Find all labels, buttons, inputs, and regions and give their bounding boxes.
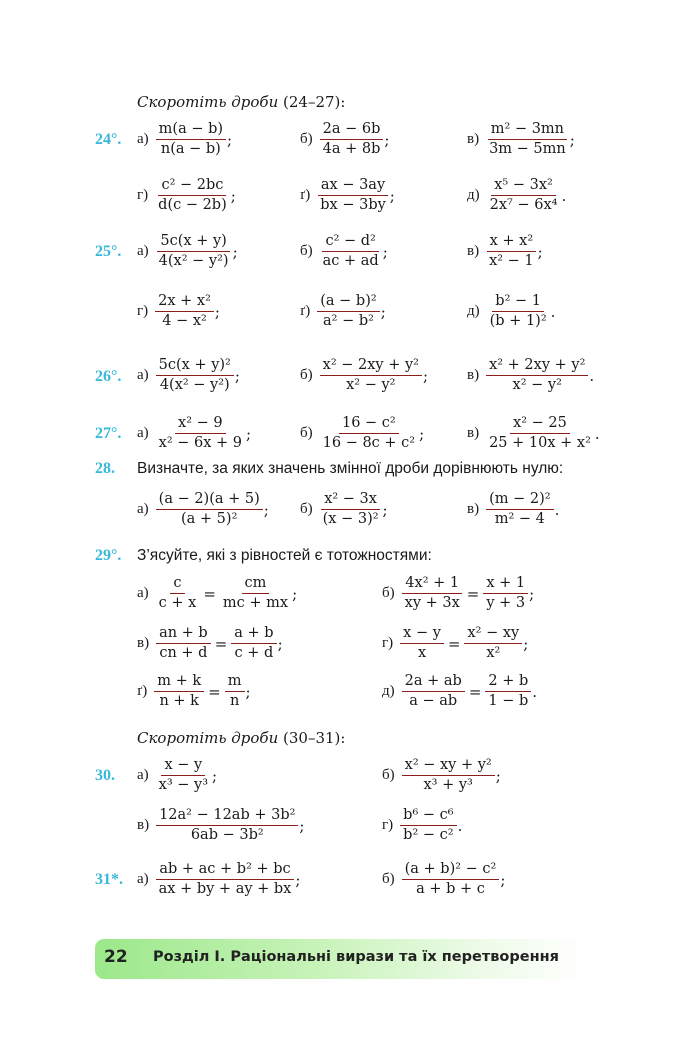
problem-number-30: 30. — [95, 767, 115, 784]
problem-number-29: 29°. — [95, 547, 122, 564]
fraction: $\frac{a + b}{c + d}$ — [231, 624, 276, 663]
exercise-27v: в) $\frac{\text{x² − 25}}{\text{25 + 10x + x²}}$ . — [467, 415, 600, 451]
exercise-30g: г) $\frac{\text{b⁶ − c⁶}}{\text{b² − c²}}$ . — [382, 807, 463, 843]
fraction: $\frac{ax - 3ay}{bx - 3by}$ — [317, 176, 389, 215]
chapter-title: Розділ I. Раціональні вирази та їх перетворення — [153, 949, 559, 965]
problem-number-26: 26°. — [95, 368, 122, 385]
fraction: $\frac{an + b}{cn + d}$ — [156, 624, 211, 663]
exercise-25b: б) $\frac{\text{c² − d²}}{ac + ad}$ ; — [300, 233, 388, 269]
fraction: $\frac{(a - 2)(a + 5)}{\text{(a + 5)²}}$ — [156, 490, 263, 529]
fraction: $\frac{\text{2x + x²}}{\text{4 − x²}}$ — [155, 292, 214, 331]
exercise-24v: в) $\frac{\text{m² − 3mn}}{3m - 5mn}$ ; — [467, 121, 575, 157]
fraction: $\frac{\text{x + x²}}{\text{x² − 1}}$ — [486, 232, 537, 271]
exercise-24d: д) $\frac{\text{x⁵ − 3x²}}{\text{2x⁷ − 6x⁴}}$ . — [467, 177, 567, 213]
exercise-30b: б) $\frac{\text{x² − xy + y²}}{\text{x³ + y³}}$ ; — [382, 757, 501, 793]
fraction: $\frac{\text{x² − 9}}{\text{x² − 6x + 9}}$ — [158, 415, 243, 451]
fraction: $\frac{\text{x² − 25}}{\text{25 + 10x + x²}}$ — [489, 415, 591, 451]
fraction: $\frac{\text{x² − xy}}{\text{x²}}$ — [464, 624, 522, 663]
page-number: 22 — [104, 947, 128, 967]
fraction: $\frac{x - y}{x}$ — [400, 624, 444, 663]
exercise-25d: д) $\frac{\text{b² − 1}}{\text{(b + 1)²}}$ . — [467, 293, 556, 329]
exercise-29b: б) $\frac{\text{4x² + 1}}{xy + 3x}$ = $\frac{x + 1}{y + 3}$ ; — [382, 575, 535, 611]
fraction: $\frac{\text{(a + b)² − c²}}{a + b + c}$ — [402, 860, 500, 899]
exercise-31b: б) $\frac{\text{(a + b)² − c²}}{a + b + c}$ ; — [382, 861, 506, 897]
exercise-25a: а) $\frac{5c(x + y)}{\text{4(x² − y²)}}$ ; — [137, 233, 238, 269]
exercise-28a: а) $\frac{(a - 2)(a + 5)}{\text{(a + 5)²}}$ ; — [137, 491, 269, 527]
exercise-29a: а) $\frac{c}{c + x}$ = $\frac{cm}{mc + mx}$ ; — [137, 575, 298, 611]
fraction: $\frac{\text{b⁶ − c⁶}}{\text{b² − c²}}$ — [400, 806, 456, 845]
exercise-29d: д) $\frac{2a + ab}{a - ab}$ = $\frac{2 + b}{1 - b}$ . — [382, 673, 538, 709]
fraction: $\frac{x + 1}{y + 3}$ — [483, 574, 528, 613]
fraction: $\frac{2 + b}{1 - b}$ — [485, 672, 531, 711]
fraction: $\frac{\text{ab + ac + b² + bc}}{ax + by + ay + bx}$ — [156, 860, 295, 899]
exercise-27a: а) $\frac{\text{x² − 9}}{\text{x² − 6x + 9}}$ ; — [137, 415, 252, 451]
exercise-30a: а) $\frac{x - y}{\text{x³ − y³}}$ ; — [137, 757, 218, 793]
fraction: $\frac{5c(x + y)}{\text{4(x² − y²)}}$ — [158, 233, 229, 269]
fraction: $\frac{\text{b² − 1}}{\text{(b + 1)²}}$ — [489, 293, 547, 329]
fraction: $\frac{m(a - b)}{n(a - b)}$ — [156, 120, 226, 159]
exercise-30v: в) $\frac{\text{12a² − 12ab + 3b²}}{\text{6ab − 3b²}}$ ; — [137, 807, 305, 843]
exercise-24g: г) $\frac{\text{c² − 2bc}}{d(c - 2b)}$ ; — [137, 177, 236, 213]
fraction: $\frac{\text{m² − 3mn}}{3m - 5mn}$ — [489, 121, 566, 157]
exercise-24ge: ґ) $\frac{ax - 3ay}{bx - 3by}$ ; — [300, 177, 395, 213]
fraction: $\frac{m + k}{n + k}$ — [154, 672, 204, 711]
fraction: $\frac{\text{16 − c²}}{\text{16 − 8c + c²}}$ — [322, 415, 416, 451]
exercise-25v: в) $\frac{\text{x + x²}}{\text{x² − 1}}$ ; — [467, 233, 543, 269]
problem-29-statement: З’ясуйте, які з рівностей є тотожностями: — [137, 547, 432, 564]
problem-number-28: 28. — [95, 460, 115, 477]
exercise-28b: б) $\frac{\text{x² − 3x}}{\text{(x − 3)²}}$ ; — [300, 491, 388, 527]
exercise-26a: а) $\frac{\text{5c(x + y)²}}{\text{4(x² − y²)}}$ ; — [137, 357, 240, 393]
problem-number-24: 24°. — [95, 131, 122, 148]
exercise-27b: б) $\frac{\text{16 − c²}}{\text{16 − 8c + c²}}$ ; — [300, 415, 425, 451]
fraction: $\frac{\text{4x² + 1}}{xy + 3x}$ — [402, 574, 463, 613]
fraction: $\frac{c}{c + x}$ — [158, 575, 197, 611]
fraction: $\frac{2a - 6b}{4a + 8b}$ — [320, 120, 384, 159]
fraction: $\frac{\text{x² − xy + y²}}{\text{x³ + y³}}$ — [402, 756, 495, 795]
problem-number-31: 31*. — [95, 871, 123, 888]
section-heading: Скоротіть дроби (30–31): — [137, 729, 346, 747]
exercise-25ge: ґ) $\frac{\text{(a − b)²}}{\text{a² − b²}}$ ; — [300, 293, 386, 329]
exercise-29v: в) $\frac{an + b}{cn + d}$ = $\frac{a + b}{c + d}$ ; — [137, 625, 283, 661]
fraction: $\frac{\text{12a² − 12ab + 3b²}}{\text{6ab − 3b²}}$ — [156, 806, 298, 845]
exercise-25g: г) $\frac{\text{2x + x²}}{\text{4 − x²}}$ ; — [137, 293, 220, 329]
problem-number-25: 25°. — [95, 243, 122, 260]
exercise-29g: г) $\frac{x - y}{x}$ = $\frac{\text{x² − xy}}{\text{x²}}$ ; — [382, 625, 529, 661]
fraction: $\frac{2a + ab}{a - ab}$ — [402, 672, 465, 711]
fraction: $\frac{x - y}{\text{x³ − y³}}$ — [158, 757, 209, 793]
fraction: $\frac{\text{c² − d²}}{ac + ad}$ — [322, 233, 379, 269]
fraction: $\frac{\text{x² − 2xy + y²}}{\text{x² − y²}}$ — [320, 356, 422, 395]
exercise-28v: в) $\frac{\text{(m − 2)²}}{\text{m² − 4}}$ . — [467, 491, 560, 527]
exercise-26v: в) $\frac{\text{x² + 2xy + y²}}{\text{x² − y²}}$ . — [467, 357, 595, 393]
fraction: $\frac{cm}{mc + mx}$ — [222, 575, 289, 611]
fraction: $\frac{\text{x⁵ − 3x²}}{\text{2x⁷ − 6x⁴}}$ — [489, 177, 558, 213]
fraction: $\frac{m}{n}$ — [225, 672, 245, 711]
fraction: $\frac{\text{(a − b)²}}{\text{a² − b²}}$ — [317, 292, 379, 331]
fraction: $\frac{\text{c² − 2bc}}{d(c - 2b)}$ — [158, 177, 227, 213]
section-heading: Скоротіть дроби (24–27): — [137, 93, 346, 111]
exercise-26b: б) $\frac{\text{x² − 2xy + y²}}{\text{x² − y²}}$ ; — [300, 357, 429, 393]
fraction: $\frac{\text{x² − 3x}}{\text{(x − 3)²}}$ — [322, 491, 379, 527]
fraction: $\frac{\text{x² + 2xy + y²}}{\text{x² − y²}}$ — [486, 356, 588, 395]
fraction: $\frac{\text{(m − 2)²}}{\text{m² − 4}}$ — [486, 490, 553, 529]
exercise-31a: а) $\frac{\text{ab + ac + b² + bc}}{ax + by + ay + bx}$ ; — [137, 861, 301, 897]
fraction: $\frac{\text{5c(x + y)²}}{\text{4(x² − y²)}}$ — [156, 356, 234, 395]
problem-28-statement: Визначте, за яких значень змінної дроби дорівнюють нулю: — [137, 460, 564, 477]
exercise-24a: а) $\frac{m(a - b)}{n(a - b)}$ ; — [137, 121, 233, 157]
exercise-29ge: ґ) $\frac{m + k}{n + k}$ = $\frac{m}{n}$ ; — [137, 673, 251, 709]
exercise-24b: б) $\frac{2a - 6b}{4a + 8b}$ ; — [300, 121, 390, 157]
problem-number-27: 27°. — [95, 425, 122, 442]
